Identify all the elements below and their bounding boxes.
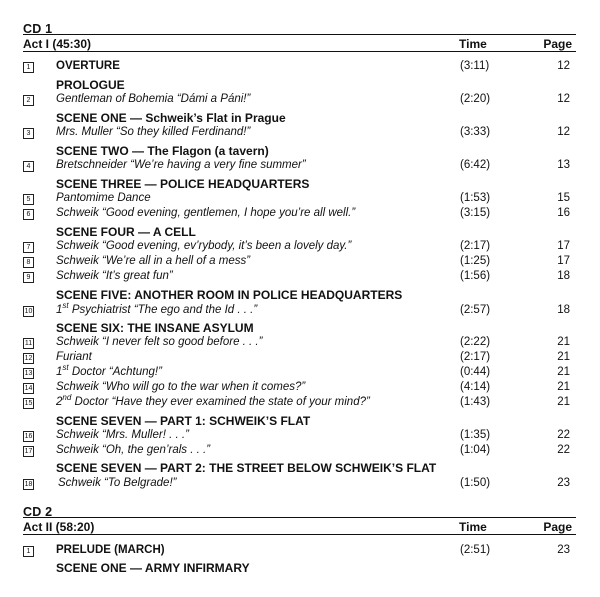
cd2-label: CD 2 — [23, 505, 53, 519]
track-time: (2:51) — [460, 544, 491, 556]
track-number-box: 14 — [24, 385, 33, 392]
act1-underline — [23, 51, 576, 52]
time-column-header: Time — [459, 520, 487, 534]
track-title: Schweik “Oh, the gen’rals . . .” — [56, 444, 211, 456]
page-column-header: Page — [543, 520, 572, 534]
track-time: (0:44) — [460, 366, 491, 378]
track-number-box: 7 — [23, 242, 34, 253]
track-page: 15 — [557, 192, 570, 204]
track-page: 22 — [557, 444, 570, 456]
track-title: Schweik “Good evening, gentlemen, I hope you’re all well.” — [56, 207, 356, 219]
ordinal-number: 2 — [56, 396, 63, 408]
track-time: (3:15) — [460, 207, 491, 219]
ordinal-suffix: nd — [62, 393, 72, 403]
track-time: (2:17) — [460, 351, 491, 363]
track-time: (3:11) — [460, 60, 490, 72]
track-row — [23, 126, 576, 141]
ordinal-number: 1 — [56, 366, 63, 378]
track-time: (1:35) — [460, 429, 491, 441]
track-number-box: 9 — [23, 272, 34, 283]
track-number-box: 16 — [24, 433, 33, 440]
track-row — [23, 444, 576, 459]
track-time: (1:56) — [460, 270, 491, 282]
track-time: (2:17) — [460, 240, 491, 252]
track-page: 17 — [557, 255, 570, 267]
track-title-rest: Psychiatrist “The ego and the Id . . .” — [68, 304, 258, 316]
track-time: (2:22) — [460, 336, 491, 348]
cd1-label: CD 1 — [23, 22, 53, 36]
track-time: (6:42) — [460, 159, 491, 171]
track-title: Furiant — [56, 351, 92, 363]
track-title-rest: Doctor “Achtung!” — [68, 366, 162, 378]
track-row — [23, 255, 576, 270]
track-time: (1:43) — [460, 396, 491, 408]
track-row — [23, 544, 576, 559]
track-time: (2:20) — [460, 93, 491, 105]
track-number-box: 18 — [24, 481, 33, 488]
track-time: (1:50) — [460, 477, 491, 489]
ordinal-number: 1 — [56, 304, 63, 316]
track-row — [23, 240, 576, 255]
track-time: (3:33) — [460, 126, 491, 138]
track-time: (1:53) — [460, 192, 491, 204]
cd1-act-header — [23, 37, 576, 51]
track-row — [23, 393, 576, 411]
track-page: 21 — [557, 396, 570, 408]
act1-title: Act I (45:30) — [23, 37, 92, 51]
track-page: 18 — [557, 304, 570, 316]
track-number-box: 17 — [24, 448, 33, 455]
track-page: 21 — [557, 351, 570, 363]
track-row — [23, 336, 576, 351]
track-number-box: 8 — [23, 257, 34, 268]
track-number-box: 4 — [23, 161, 34, 172]
ordinal-suffix: st — [62, 301, 69, 311]
track-title — [56, 301, 258, 316]
track-title: Schweik “To Belgrade!” — [58, 477, 177, 489]
section-heading: SCENE THREE — POLICE HEADQUARTERS — [56, 177, 310, 191]
track-row — [23, 477, 576, 492]
track-title: PRELUDE (MARCH) — [56, 544, 165, 556]
track-page: 21 — [557, 336, 570, 348]
section-heading: PROLOGUE — [56, 78, 125, 92]
track-title: Mrs. Muller “So they killed Ferdinand!” — [56, 126, 251, 138]
track-page: 12 — [557, 93, 570, 105]
track-number-box: 1 — [23, 62, 34, 73]
section-heading: SCENE SEVEN — PART 1: SCHWEIK’S FLAT — [56, 414, 311, 428]
track-title: Schweik “Who will go to the war when it comes?” — [56, 381, 306, 393]
track-number-box: 13 — [24, 370, 33, 377]
track-page: 21 — [557, 366, 570, 378]
track-row — [23, 381, 576, 396]
track-row — [23, 60, 576, 75]
track-page: 17 — [557, 240, 570, 252]
track-time: (2:57) — [460, 304, 491, 316]
section-heading: SCENE SEVEN — PART 2: THE STREET BELOW SCHWEIK’S FLAT — [56, 461, 437, 475]
track-page: 22 — [557, 429, 570, 441]
track-row — [23, 93, 576, 108]
section-heading: SCENE ONE — Schweik’s Flat in Prague — [56, 111, 286, 125]
track-page: 13 — [557, 159, 570, 171]
track-number-box: 5 — [23, 194, 34, 205]
time-column-header: Time — [459, 37, 487, 51]
track-number-box: 1 — [23, 546, 34, 557]
track-row — [23, 270, 576, 285]
section-heading: SCENE TWO — The Flagon (a tavern) — [56, 144, 269, 158]
track-row — [23, 192, 576, 207]
act2-underline — [23, 534, 576, 535]
track-title: Gentleman of Bohemia “Dámi a Páni!” — [56, 93, 251, 105]
track-number-box: 3 — [23, 128, 34, 139]
track-page: 23 — [557, 477, 570, 489]
track-number-box: 11 — [24, 340, 33, 347]
track-time: (1:04) — [460, 444, 491, 456]
track-page: 12 — [557, 126, 570, 138]
track-title: Schweik “I never felt so good before . . .” — [56, 336, 263, 348]
track-page: 18 — [557, 270, 570, 282]
section-heading: SCENE FIVE: ANOTHER ROOM IN POLICE HEADQUARTERS — [56, 288, 403, 302]
track-title: Schweik “It’s great fun” — [56, 270, 173, 282]
track-row — [23, 301, 576, 319]
track-row — [23, 351, 576, 366]
section-heading: SCENE SIX: THE INSANE ASYLUM — [56, 321, 254, 335]
act2-title: Act II (58:20) — [23, 520, 95, 534]
track-number-box: 12 — [24, 355, 33, 362]
track-row — [23, 429, 576, 444]
track-title — [56, 363, 162, 378]
page-column-header: Page — [543, 37, 572, 51]
track-title: Pantomime Dance — [56, 192, 151, 204]
track-number-box: 6 — [23, 209, 34, 220]
track-title: Schweik “Good evening, ev’rybody, it’s been a lovely day.” — [56, 240, 352, 252]
track-page: 16 — [557, 207, 570, 219]
track-number-box: 2 — [23, 95, 34, 106]
track-time: (4:14) — [460, 381, 491, 393]
track-time: (1:25) — [460, 255, 491, 267]
track-title: Bretschneider “We’re having a very fine summer” — [56, 159, 306, 171]
track-title: Schweik “We’re all in a hell of a mess” — [56, 255, 251, 267]
track-page: 12 — [557, 60, 570, 72]
track-title — [56, 393, 370, 408]
track-row — [23, 363, 576, 381]
section-heading: SCENE FOUR — A CELL — [56, 225, 196, 239]
track-title: OVERTURE — [56, 60, 120, 72]
cd2-rule — [23, 517, 576, 518]
track-number-box: 15 — [24, 400, 33, 407]
track-title: Schweik “Mrs. Muller! . . .” — [56, 429, 189, 441]
section-heading: SCENE ONE — ARMY INFIRMARY — [56, 561, 250, 575]
track-title-rest: Doctor “Have they ever examined the state of your mind?” — [71, 396, 370, 408]
track-page: 23 — [557, 544, 570, 556]
cd1-rule — [23, 34, 576, 35]
cd2-act-header — [23, 520, 576, 534]
ordinal-suffix: st — [62, 363, 69, 373]
track-row — [23, 159, 576, 174]
track-page: 21 — [557, 381, 570, 393]
track-row — [23, 207, 576, 222]
track-number-box: 10 — [24, 308, 33, 315]
